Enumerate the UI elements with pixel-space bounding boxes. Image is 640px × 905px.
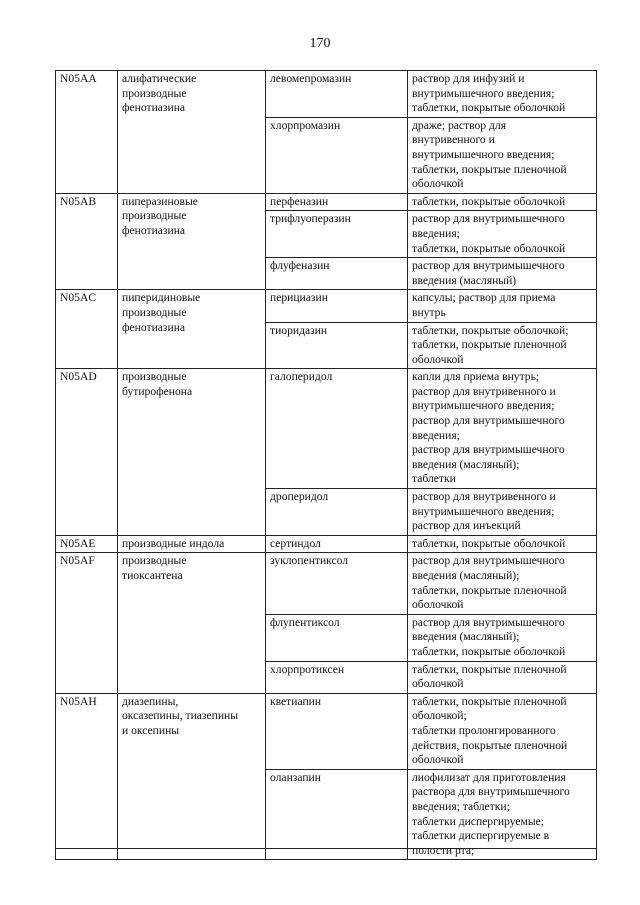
dosage-form-cell bbox=[408, 693, 597, 769]
drug-group-line: и оксепины bbox=[122, 723, 180, 737]
drug-name-cell: хлорпромазин bbox=[266, 117, 408, 193]
dosage-form-cell bbox=[408, 193, 597, 211]
dosage-form-line: таблетки диспергируемые; bbox=[412, 814, 544, 828]
dosage-form-line: полости рта; bbox=[412, 843, 475, 857]
dosage-form-line: внутримышечного введения; bbox=[412, 399, 555, 413]
atc-code-cell: N05AF bbox=[56, 553, 118, 693]
dosage-form-cell bbox=[408, 117, 597, 193]
table-row bbox=[56, 369, 597, 489]
dosage-form-cell bbox=[408, 489, 597, 536]
dosage-form-line: лиофилизат для приготовления bbox=[412, 770, 566, 784]
drug-name-cell: левомепромазин bbox=[266, 71, 408, 118]
dosage-form-line: таблетки, покрытые оболочкой bbox=[412, 241, 566, 255]
dosage-form-line: таблетки, покрытые пленочной bbox=[412, 338, 567, 352]
atc-code-cell: N05AC bbox=[56, 290, 118, 369]
drug-group-line: алифатические bbox=[122, 72, 197, 85]
drug-group-line: производные bbox=[122, 305, 187, 319]
dosage-form-line: раствор для внутримышечного bbox=[412, 615, 565, 629]
dosage-form-line: введения (масляный); bbox=[412, 569, 520, 582]
dosage-form-line: раствор для внутримышечного bbox=[412, 212, 565, 226]
dosage-form-line: таблетки, покрытые пленочной bbox=[412, 662, 567, 676]
dosage-form-line: таблетки пролонгированного bbox=[412, 723, 556, 737]
drug-name-cell: флупентиксол bbox=[266, 614, 408, 661]
dosage-form-line: таблетки bbox=[412, 472, 456, 486]
drug-name-cell: галоперидол bbox=[266, 369, 408, 489]
drug-name-cell: хлорпротиксен bbox=[266, 661, 408, 693]
dosage-form-line: таблетки, покрытые пленочной bbox=[412, 583, 567, 597]
dosage-form-cell bbox=[408, 535, 597, 553]
dosage-form-line: таблетки, покрытые оболочкой bbox=[412, 644, 566, 658]
dosage-form-line: оболочкой bbox=[412, 677, 464, 691]
atc-code-cell: N05AD bbox=[56, 369, 118, 536]
dosage-form-line: раствор для внутримышечного bbox=[412, 414, 565, 428]
table-row bbox=[56, 193, 597, 211]
drug-classification-table bbox=[55, 70, 597, 860]
dosage-form-line: таблетки, покрытые оболочкой bbox=[412, 536, 566, 550]
drug-group-line: производные bbox=[122, 370, 187, 384]
dosage-form-line: таблетки диспергируемые в bbox=[412, 829, 550, 843]
dosage-form-cell bbox=[408, 258, 597, 290]
dosage-form-line: введения (масляный); bbox=[412, 457, 520, 471]
drug-group-line: бутирофенона bbox=[122, 384, 193, 398]
drug-group-line: производные bbox=[122, 86, 187, 100]
dosage-form-cell bbox=[408, 369, 597, 489]
drug-group-line: фенотиазина bbox=[122, 320, 186, 334]
drug-group-line: оксазепины, тиазепины bbox=[122, 709, 239, 723]
dosage-form-line: таблетки, покрытые оболочкой; bbox=[412, 323, 569, 337]
dosage-form-line: раствор для инфузий и bbox=[412, 72, 525, 85]
dosage-form-line: введения; таблетки; bbox=[412, 799, 510, 813]
drug-group-line: тиоксантена bbox=[122, 569, 183, 582]
drug-name-cell: перициазин bbox=[266, 290, 408, 322]
drug-group-cell bbox=[118, 290, 266, 369]
table-row bbox=[56, 290, 597, 322]
drug-name-cell: оланзапин bbox=[266, 769, 408, 860]
table-row bbox=[56, 553, 597, 614]
atc-code-cell: N05AE bbox=[56, 535, 118, 553]
dosage-form-line: раствора для внутримышечного bbox=[412, 785, 570, 799]
dosage-form-line: введения (масляный); bbox=[412, 630, 520, 644]
drug-group-cell bbox=[118, 193, 266, 290]
drug-group-cell bbox=[118, 369, 266, 536]
dosage-form-line: раствор для инъекций bbox=[412, 519, 521, 533]
drug-name-cell: трифлуоперазин bbox=[266, 211, 408, 258]
dosage-form-line: таблетки, покрытые оболочкой bbox=[412, 194, 566, 208]
dosage-form-cell bbox=[408, 553, 597, 614]
drug-name-cell: кветиапин bbox=[266, 693, 408, 769]
drug-name-cell: флуфеназин bbox=[266, 258, 408, 290]
dosage-form-line: введения; bbox=[412, 428, 460, 442]
dosage-form-cell bbox=[408, 769, 597, 860]
drug-name-cell: тиоридазин bbox=[266, 322, 408, 369]
dosage-form-cell bbox=[408, 614, 597, 661]
dosage-form-line: введения; bbox=[412, 226, 460, 240]
drug-group-line: диазепины, bbox=[122, 694, 179, 708]
dosage-form-cell bbox=[408, 661, 597, 693]
drug-name-cell: перфеназин bbox=[266, 193, 408, 211]
dosage-form-line: внутрь bbox=[412, 305, 446, 319]
dosage-form-line: внутримышечного введения; bbox=[412, 504, 555, 518]
dosage-form-line: таблетки, покрытые оболочкой bbox=[412, 101, 566, 115]
atc-code-cell: N05AA bbox=[56, 71, 118, 194]
page-number: 170 bbox=[309, 36, 331, 51]
drug-name-cell: дроперидол bbox=[266, 489, 408, 536]
dosage-form-cell bbox=[408, 71, 597, 118]
dosage-form-line: таблетки, покрытые пленочной bbox=[412, 162, 567, 176]
dosage-form-line: внутримышечного введения; bbox=[412, 86, 555, 100]
dosage-form-line: драже; раствор для bbox=[412, 118, 507, 132]
dosage-form-cell bbox=[408, 290, 597, 322]
dosage-form-line: раствор для внутривенного и bbox=[412, 384, 556, 398]
dosage-form-cell bbox=[408, 322, 597, 369]
dosage-form-line: внутривенного и bbox=[412, 133, 495, 147]
dosage-form-line: капсулы; раствор для приема bbox=[412, 291, 556, 305]
dosage-form-line: оболочкой bbox=[412, 753, 464, 767]
drug-group-line: фенотиазина bbox=[122, 223, 186, 237]
table-row bbox=[56, 693, 597, 769]
dosage-form-line: оболочкой bbox=[412, 352, 464, 366]
dosage-form-line: внутримышечного введения; bbox=[412, 147, 555, 161]
table-bottom-rule bbox=[55, 848, 596, 849]
drug-group-cell bbox=[118, 553, 266, 693]
drug-group-line: пиперазиновые bbox=[122, 194, 198, 208]
dosage-form-line: оболочкой bbox=[412, 598, 464, 612]
dosage-form-line: оболочкой bbox=[412, 177, 464, 191]
dosage-form-line: таблетки, покрытые пленочной bbox=[412, 694, 567, 708]
dosage-form-line: оболочкой; bbox=[412, 709, 467, 723]
dosage-form-line: раствор для внутримышечного bbox=[412, 443, 565, 457]
drug-name-cell: сертиндол bbox=[266, 535, 408, 553]
drug-group-cell bbox=[118, 71, 266, 194]
dosage-form-line: капли для приема внутрь; bbox=[412, 370, 540, 384]
atc-code-cell: N05AB bbox=[56, 193, 118, 290]
dosage-form-cell bbox=[408, 211, 597, 258]
drug-group-line: пиперидиновые bbox=[122, 291, 201, 305]
table-row bbox=[56, 535, 597, 553]
dosage-form-line: действия, покрытые пленочной bbox=[412, 738, 568, 752]
drug-group-cell bbox=[118, 535, 266, 553]
drug-group-line: фенотиазина bbox=[122, 101, 186, 115]
table-row bbox=[56, 71, 597, 118]
drug-group-cell bbox=[118, 693, 266, 860]
drug-name-cell: зуклопентиксол bbox=[266, 553, 408, 614]
drug-group-line: производные bbox=[122, 554, 187, 568]
dosage-form-line: введения (масляный) bbox=[412, 273, 517, 287]
dosage-form-line: раствор для внутривенного и bbox=[412, 490, 556, 504]
drug-group-line: производные bbox=[122, 209, 187, 223]
atc-code-cell: N05AH bbox=[56, 693, 118, 860]
drug-group-line: производные индола bbox=[122, 536, 225, 550]
dosage-form-line: раствор для внутримышечного bbox=[412, 259, 565, 273]
dosage-form-line: раствор для внутримышечного bbox=[412, 554, 565, 568]
